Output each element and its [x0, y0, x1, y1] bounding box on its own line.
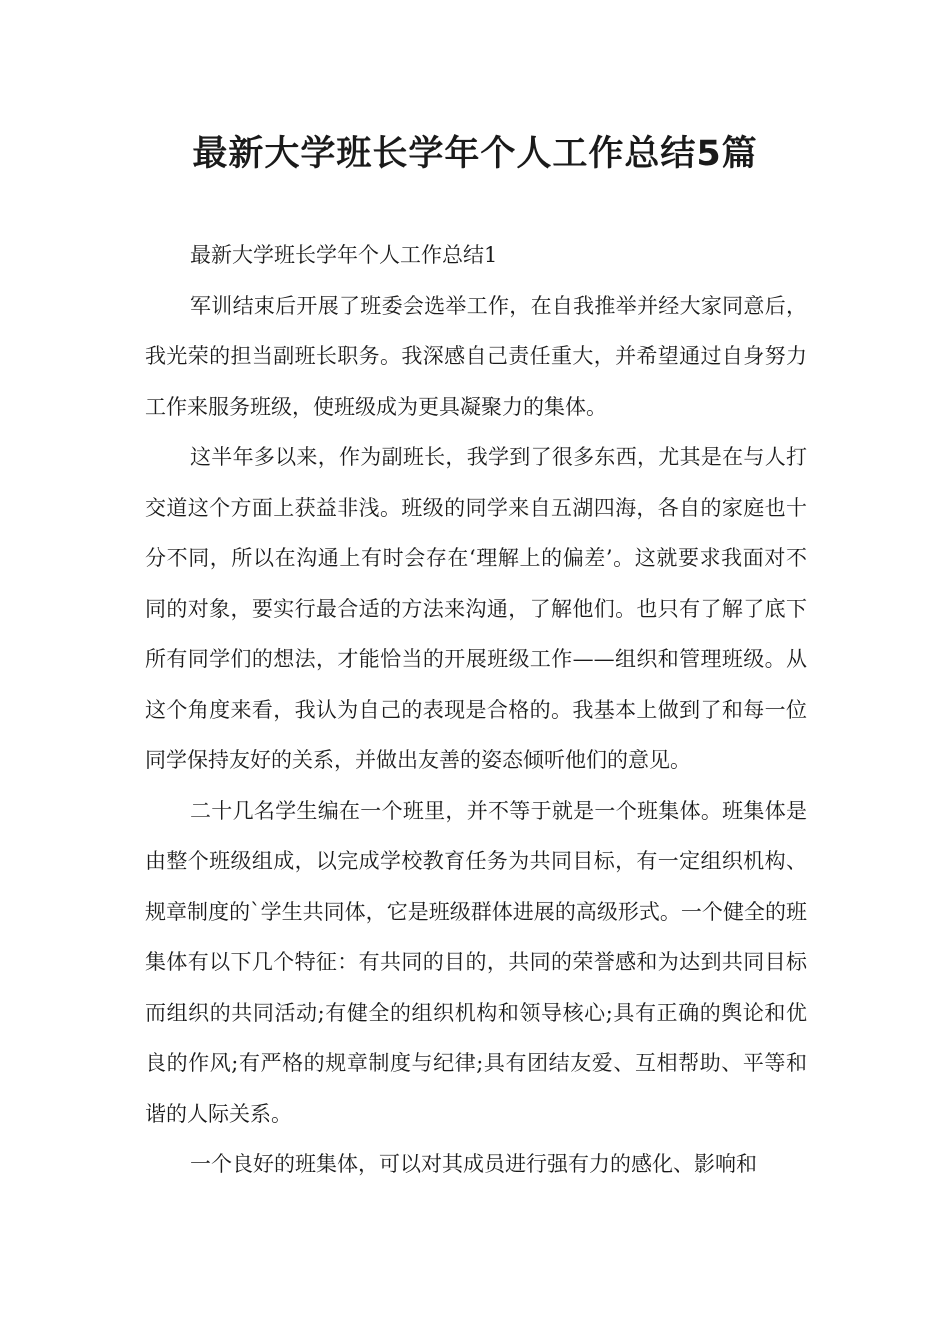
body-paragraph: 军训结束后开展了班委会选举工作，在自我推举并经大家同意后，我光荣的担当副班长职务。我深感自己责任重大，并希望通过自身努力工作来服务班级，使班级成为更具凝聚力的集体。 [145, 293, 807, 419]
body-paragraph: 二十几名学生编在一个班里，并不等于就是一个班集体。班集体是由整个班级组成，以完成学校教育任务为共同目标，有一定组织机构、规章制度的`学生共同体，它是班级群体进展的高级形式。一个健全的班集体有以下几个特征：有共同的目的，共同的荣誉感和为达到共同目标而组织的共同活动;有健全的组织机构和领导核心;具有正确的舆论和优良的作风;有严格的规章制度与纪律;具有团结友爱、互相帮助、平等和谐的人际关系。 [145, 798, 807, 1126]
section-heading: 最新大学班长学年个人工作总结1 [190, 243, 498, 267]
document-title: 最新大学班长学年个人工作总结5篇 [192, 134, 758, 174]
document-body [145, 230, 807, 1190]
body-paragraph: 这半年多以来，作为副班长，我学到了很多东西，尤其是在与人打交道这个方面上获益非浅。班级的同学来自五湖四海，各自的家庭也十分不同，所以在沟通上有时会存在‘理解上的偏差’。这就要求我面对不同的对象，要实行最合适的方法来沟通，了解他们。也只有了解了底下所有同学们的想法，才能恰当的开展班级工作——组织和管理班级。从这个角度来看，我认为自己的表现是合格的。我基本上做到了和每一位同学保持友好的关系，并做出友善的姿态倾听他们的意见。 [145, 445, 807, 772]
body-paragraph: 一个良好的班集体，可以对其成员进行强有力的感化、影响和 [190, 1152, 757, 1176]
